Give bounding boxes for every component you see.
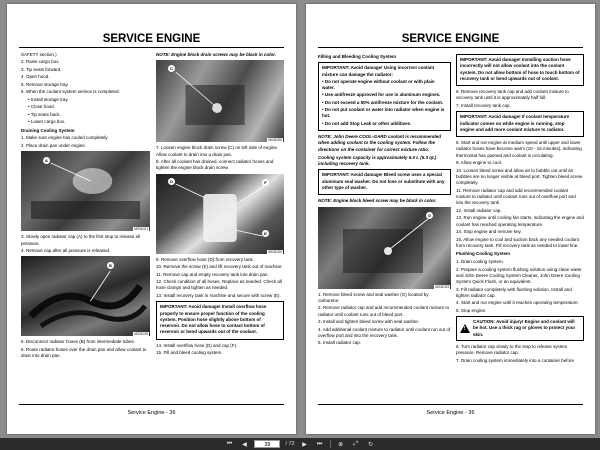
toolbar-divider <box>330 440 331 448</box>
bullet-item: • Close hood. <box>28 104 55 110</box>
section-heading: Filling and Bleeding Cooling System <box>318 54 397 59</box>
radiator-cap-photo <box>21 151 150 231</box>
step-text: 13. Run engine until cooling fan starts, indicating the engine and coolant has reached operating temperature. <box>456 215 584 227</box>
important-warning-box <box>456 111 584 137</box>
caution-box <box>456 316 584 341</box>
bullet-item: • Tip seats back. <box>28 111 61 117</box>
right-page <box>306 4 595 434</box>
step-text: 4. Remove cap after all pressure is released. <box>21 248 111 254</box>
text-line: 2. Raise cargo box. <box>21 59 60 65</box>
warning-item: • Use antifreeze approved for use in aluminum engines. <box>322 92 441 98</box>
step-text: 1. Drain cooling system. <box>456 259 505 265</box>
step-text: 9. Allow engine to cool. <box>456 160 503 166</box>
step-text: 7. Loosen engine block drain screw (C) on left side of engine. Allow coolant to drain into a drain pan. <box>156 145 279 157</box>
viewer-toolbar <box>0 438 600 450</box>
warning-item: • Do not put coolant or water into radiator when engine is hot. <box>322 107 445 119</box>
step-text: 1. Make sure engine has cooled completely. <box>21 135 109 141</box>
warning-text: IMPORTANT: Avoid damage! Installing suction hose incorrectly will not allow coolant into the coolant system. Do not allow bottom of hose to touch bottom of recovery tank or bend upwards out of coolant. <box>460 57 580 81</box>
fit-page-icon[interactable]: ⤢ <box>353 440 358 447</box>
callout-d: D <box>168 178 175 185</box>
step-text: 1. Remove bleed screw and seal washer (G) located by carburetor. <box>318 291 429 303</box>
step-text: 13. Install recovery tank in machine and secure with screw (E). <box>156 292 281 298</box>
next-page-icon[interactable]: ▶ <box>302 441 307 448</box>
step-text: 11. Remove radiator cap and add recommended coolant mixture to radiator until coolant runs out of overflow port and into the recovery tank. <box>456 187 576 206</box>
total-pages: / 72 <box>285 441 295 447</box>
callout-c: C <box>168 65 175 72</box>
step-text: 12. Check condition of all hoses. Replace as needed. Check all hose clamps and tighten as needed. <box>156 279 282 291</box>
last-page-icon[interactable]: ⏭ <box>316 440 323 447</box>
engine-drain-screw-photo <box>156 60 284 142</box>
callout-f: F <box>262 179 269 186</box>
step-text: 11. Remove cap and empty recovery tank into drain pan. <box>156 271 269 277</box>
step-text: 9. Remove overflow hose (D) from recovery tank. <box>156 256 255 262</box>
caution-text: CAUTION: Avoid injury! Engine and coolant will be hot. Use a thick rag or gloves to protect your skin. <box>473 319 576 337</box>
photo-caption: MX31020 <box>268 138 282 143</box>
bleed-screw-photo <box>318 207 451 289</box>
step-text: 2. Remove radiator cap and add recommended coolant mixture to radiator until coolant runs out of bleed port. <box>318 305 450 317</box>
intro-steps <box>21 52 150 96</box>
callout-b: B <box>107 262 114 269</box>
photo-caption: MX31020 <box>268 249 282 254</box>
step-text: 2. Prepare a cooling system flushing solution using clean water and John Deere Cooling System Cleaner, John Deere Cooling System Quick Flush, or an equivalent. <box>456 266 582 285</box>
page-number-input[interactable]: 39 <box>254 440 280 448</box>
radiator-hoses-photo <box>21 256 150 336</box>
important-warning-box <box>318 62 451 131</box>
callout-e: E <box>262 230 269 237</box>
page-header: SERVICE ENGINE <box>19 32 284 48</box>
left-column-2 <box>156 52 284 400</box>
first-page-icon[interactable]: ⏮ <box>226 440 233 447</box>
step-text: 14. Install overflow hose (D) and cap (F). <box>156 342 238 348</box>
note-text: NOTE: Engine block bleed screw may be black in color. <box>318 198 437 204</box>
note-text: NOTE: John Deere COOL-GARD coolant is recommended when adding coolant to the cooling system. Follow the directions on the container for correct mixture ratio. <box>318 133 442 152</box>
step-text: 5. Install radiator cap. <box>318 340 362 346</box>
text-line: 5. Remove storage tray. <box>21 81 69 87</box>
text-line: 6. When the coolant system service is completed: <box>21 89 120 95</box>
bullet-list <box>21 97 150 126</box>
step-text: 5. Disconnect radiator hoses (B) from intermediate tubes. <box>21 339 136 345</box>
step-text: 7. Drain cooling system immediately into a container before <box>456 357 575 363</box>
step-text: 8. Start and run engine at medium speed until upper and lower radiator hoses have become warm (10 - 15 minutes), indicating thermostat has opened and coolant is circulating. <box>456 140 582 158</box>
step-text: 12. Install radiator cap. <box>456 207 502 213</box>
right-column-1 <box>318 52 451 400</box>
page-footer: Service Engine - 36 <box>19 404 284 416</box>
warning-text: IMPORTANT: Avoid damage! Install overflow hose properly to ensure proper function of the cooling system. Position hose slightly above bottom of reservoir. Do not allow hose to contact bottom of reservoir or bend upwards out of the coolant. <box>160 304 267 335</box>
note-text: NOTE: Engine block drain screws may be black in color. <box>156 52 277 57</box>
zoom-icon[interactable]: ⊕ <box>338 441 344 448</box>
important-warning-box <box>156 301 284 339</box>
photo-caption: MX31021 <box>134 227 148 232</box>
left-page <box>7 4 296 434</box>
prev-page-icon[interactable]: ◀ <box>242 441 247 448</box>
step-text: 6. Route radiator hoses over the drain pan and allow coolant to drain into drain pan. <box>21 346 147 359</box>
capacity-text: Cooling system capacity is approximately 5.0 L (5.3 qt.) including recovery tank. <box>318 154 437 167</box>
rotate-icon[interactable]: ↻ <box>368 441 374 448</box>
important-warning-box <box>456 54 584 86</box>
warning-item: • Do not operate engine without coolant or with plain water. <box>322 78 435 91</box>
step-text: 5. Stop engine. <box>456 307 487 313</box>
step-text: 8. After all coolant has drained, connect radiator hoses and tighten the engine block drain screw. <box>156 159 274 171</box>
important-warning-box <box>318 169 451 195</box>
photo-caption: MX31023 <box>435 284 449 289</box>
step-text: 6. Remove recovery tank cap and add coolant mixture to recovery tank until it is approximately half full. <box>456 89 569 101</box>
left-column-1 <box>21 52 150 400</box>
step-text: 15. Allow engine to cool and suction back any needed coolant from recovery tank. Fill recovery tank as needed to lower line. <box>456 236 579 248</box>
callout-g: G <box>427 212 432 218</box>
page-header: SERVICE ENGINE <box>318 32 583 48</box>
step-text: 6. Turn radiator cap slowly to the stop to release system pressure. Remove radiator cap. <box>456 344 568 356</box>
bullet-item: • Lower cargo box. <box>28 119 66 125</box>
step-text: 7. Install recovery tank cap. <box>456 102 511 108</box>
recovery-tank-photo <box>156 174 284 254</box>
step-text: 14. Stop engine and remove key. <box>456 229 522 235</box>
warning-text: IMPORTANT: Avoid damage! If coolant temperature indicator comes on while engine is running, stop engine and add more coolant mixture to radiator. <box>460 114 570 132</box>
step-text: 3. Slowly open radiator cap (A) to the first stop to release all pressure. <box>21 234 141 246</box>
text-line: 3. Tip seats forward. <box>21 66 62 72</box>
text-line: 4. Open hood. <box>21 74 50 80</box>
step-text: 2. Place drain pan under engine. <box>21 142 87 148</box>
section-heading: Flushing Cooling System <box>456 251 511 257</box>
step-text: 3. Fill radiator completely with flushing solution. Install and tighten radiator cap. <box>456 286 572 298</box>
step-text: 4. Add additional coolant mixture to radiator until coolant run out of overflow port and into the recovery tank. <box>318 326 451 338</box>
bullet-item: • Install storage tray. <box>28 96 69 102</box>
step-text: 4. Start and run engine until it reaches operating temperature. <box>456 300 579 306</box>
section-heading: Draining Cooling System <box>21 127 75 133</box>
warning-title: IMPORTANT: Avoid damage! Using incorrect coolant mixture can damage the radiator: <box>322 65 435 77</box>
photo-caption: MX31015 <box>134 332 148 337</box>
callout-a: A <box>43 157 50 164</box>
text-line: SAFETY section.) <box>21 52 57 57</box>
right-column-2 <box>456 52 584 400</box>
page-footer: Service Engine - 36 <box>318 404 583 416</box>
warning-triangle-icon <box>460 324 470 333</box>
warning-item: • Do not exceed a 50% antifreeze mixture for the coolant. <box>322 99 444 105</box>
step-text: 3. Install and tighten bleed screw with seal washer. <box>318 319 420 325</box>
step-text: 10. Loosen bleed screw and allow air to bubble out until air bubbles are no longer visible at bleed port. Tighten bleed screw completely. <box>456 167 583 186</box>
step-text: 10. Remove the screw (E) and lift recovery tank out of machine. <box>156 264 283 270</box>
warning-text: IMPORTANT: Avoid damage! Bleed screw uses a special aluminum seal washer. Do not lose or substitute with any other type of washer. <box>322 172 445 191</box>
step-text: 15. Fill and bleed cooling system. <box>156 350 223 356</box>
warning-item: • Do not add Stop Leak or other additives. <box>322 120 412 126</box>
